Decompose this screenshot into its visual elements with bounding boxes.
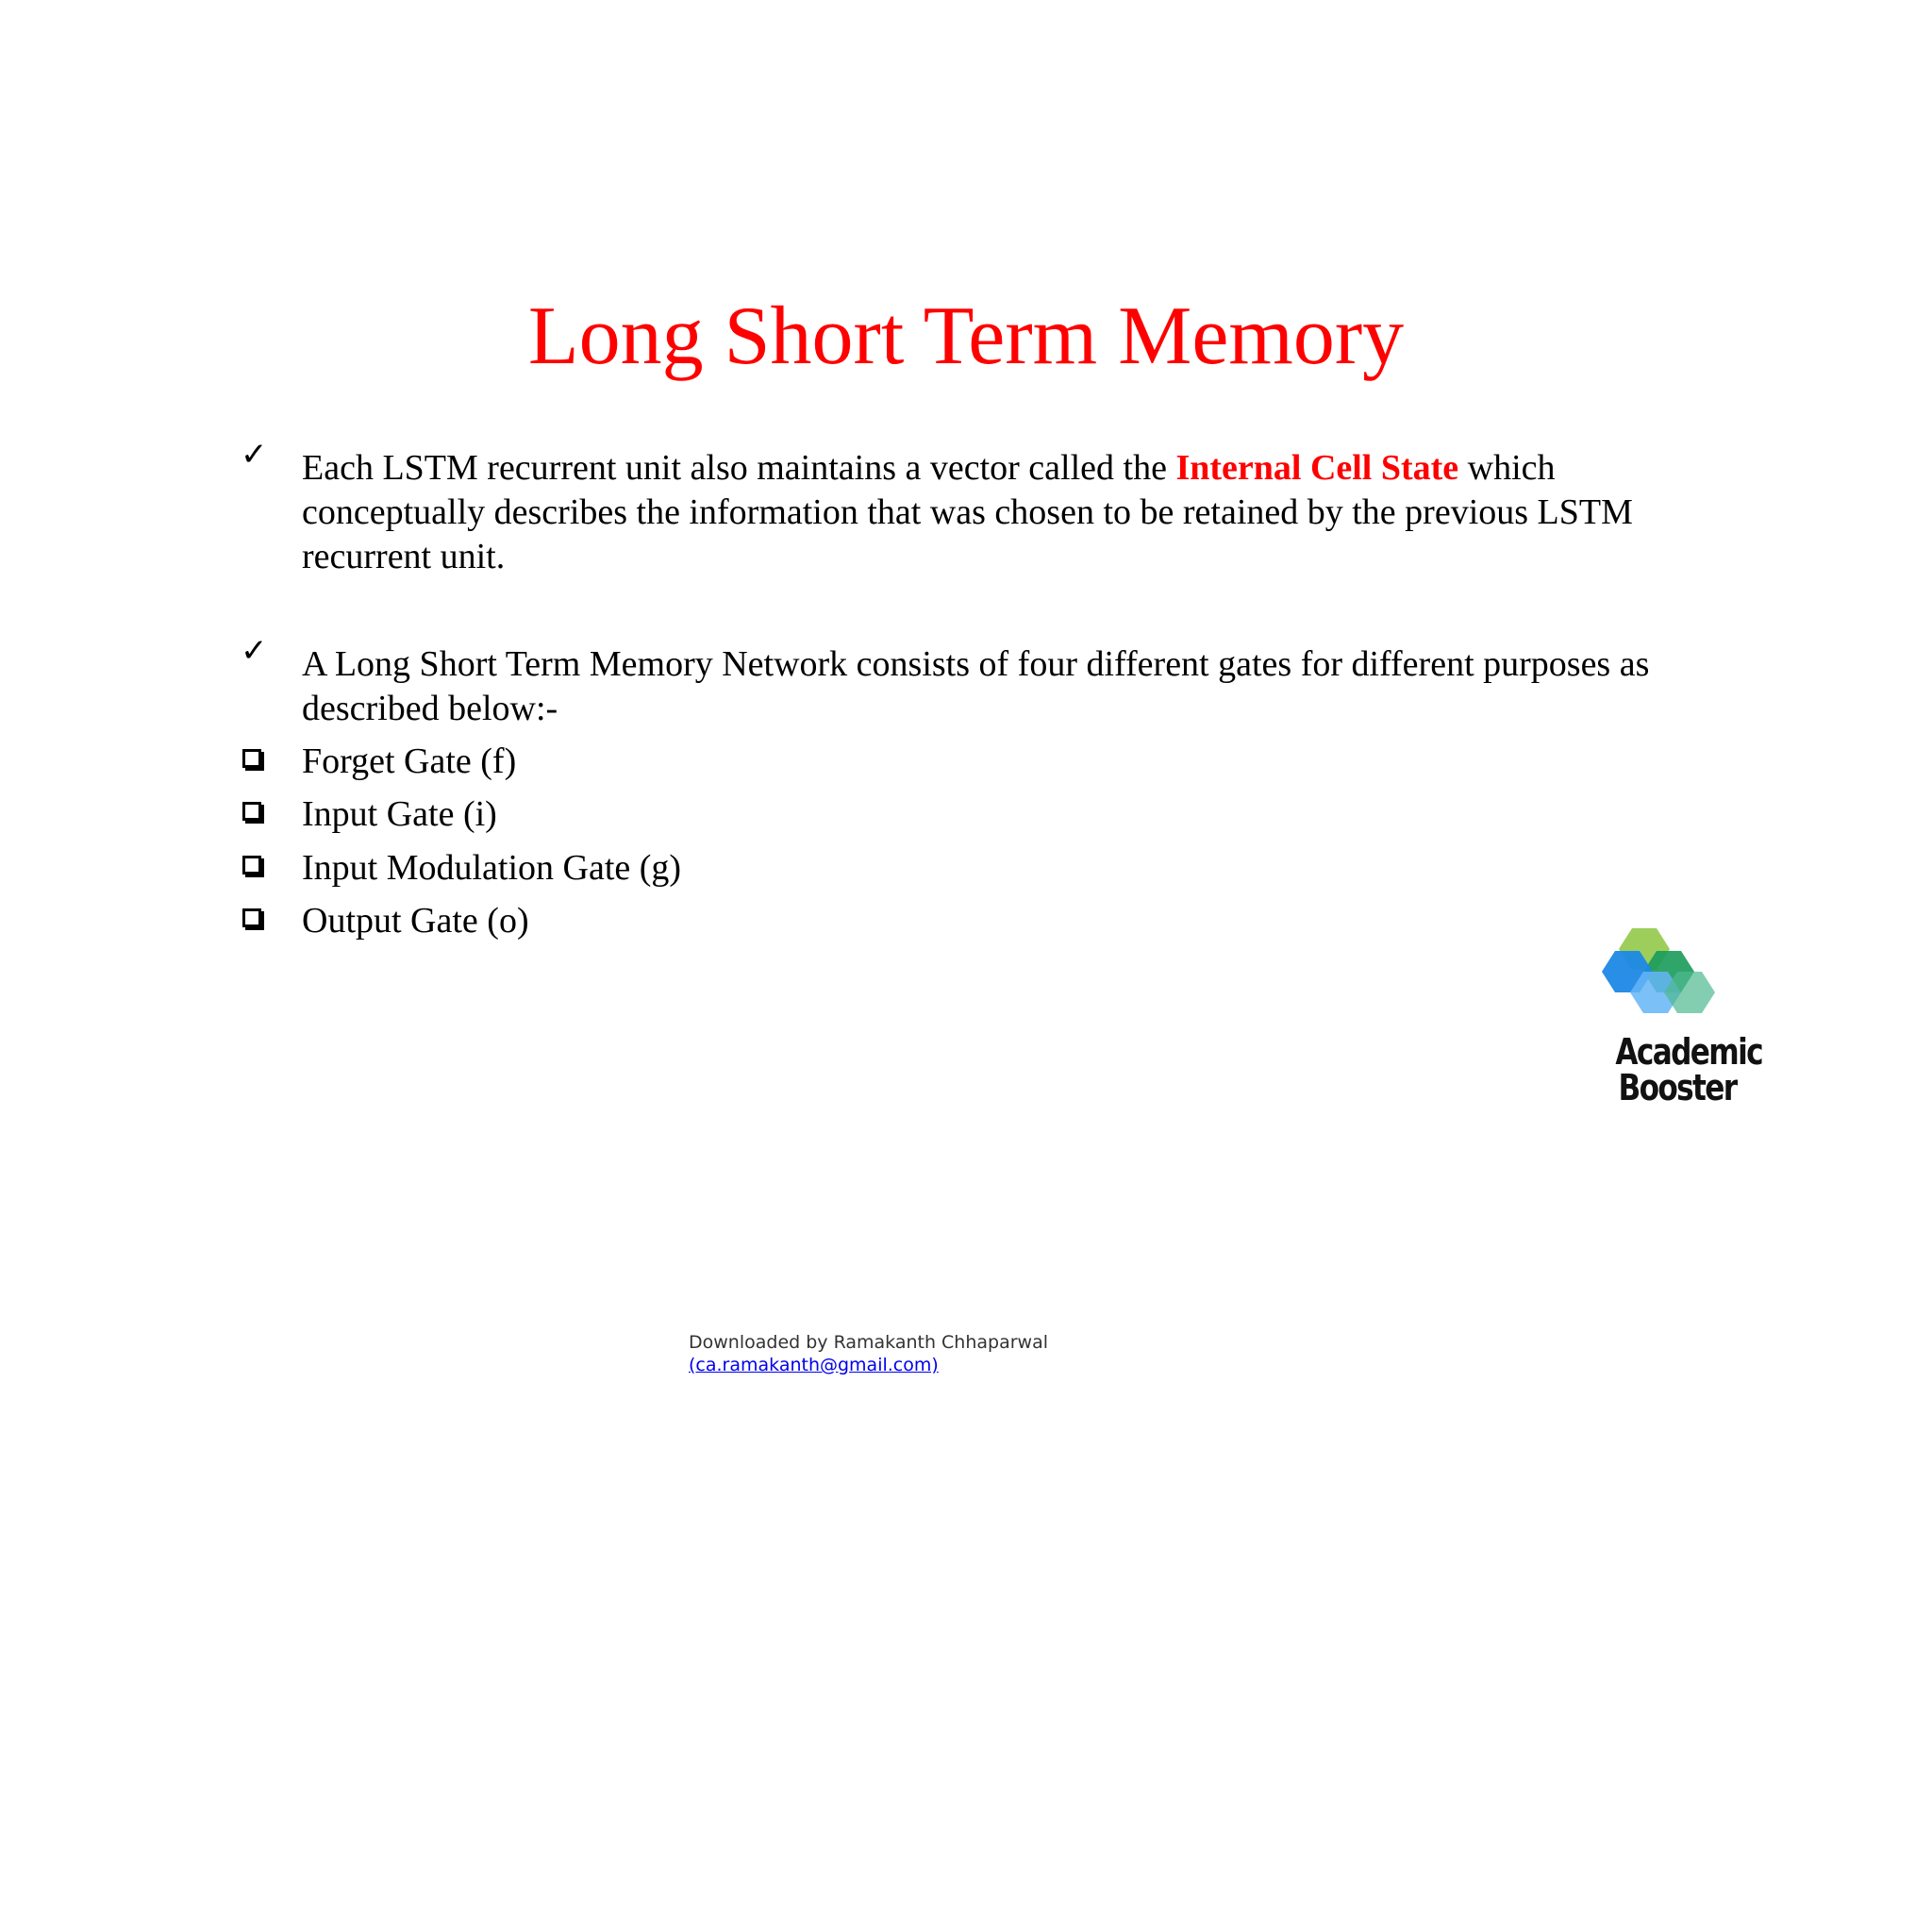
- bullet-1-line-2-text: conceptually describes the information that was chosen to be retained by the previous LSTM: [302, 492, 1633, 532]
- bullet-2-line-2-text: described below:-: [302, 689, 558, 728]
- checkbox-square-icon: [242, 802, 261, 821]
- checkbox-square-icon: [242, 908, 261, 927]
- hexagon-logo-icon: [1602, 928, 1753, 1032]
- checkbox-square-icon: [242, 856, 261, 874]
- download-footer: [689, 1331, 1048, 1376]
- check-mark-icon: ✓: [241, 632, 268, 670]
- bullet-four-gates: [241, 632, 1712, 731]
- logo-text-booster: Booster: [1618, 1067, 1737, 1108]
- bullet-internal-cell-state: [241, 436, 1712, 579]
- bullet-line-2: [241, 687, 1712, 731]
- gate-label: Forget Gate (f): [302, 741, 517, 781]
- gate-item-output: [241, 899, 1712, 943]
- gate-row: [241, 899, 1712, 943]
- bullet-line-1: [241, 632, 1712, 687]
- internal-cell-state-highlight: Internal Cell State: [1175, 448, 1459, 488]
- email-link[interactable]: (ca.ramakanth@gmail.com): [689, 1355, 939, 1375]
- gate-row: [241, 846, 1712, 891]
- gate-row: [241, 792, 1712, 837]
- bullet-line-1: [241, 436, 1712, 491]
- downloaded-by-text: Downloaded by Ramakanth Chhaparwal: [689, 1332, 1049, 1353]
- gate-row: [241, 740, 1712, 784]
- bullet-line-3: [241, 535, 1712, 579]
- gate-item-input: [241, 792, 1712, 837]
- gate-item-forget: [241, 740, 1712, 784]
- bullet-1-text-end: which: [1458, 448, 1556, 488]
- gate-label: Output Gate (o): [302, 901, 529, 941]
- bullet-2-line-1-text: A Long Short Term Memory Network consists of four different gates for different purposes as: [302, 644, 1650, 684]
- bullet-1-line-3-text: recurrent unit.: [302, 537, 506, 576]
- checkbox-square-icon: [242, 749, 261, 768]
- logo-text-academic: Academic: [1615, 1031, 1762, 1073]
- academic-booster-logo: [1602, 928, 1762, 1117]
- check-mark-icon: ✓: [241, 436, 268, 474]
- bullet-line-2: [241, 491, 1712, 535]
- slide-title: Long Short Term Memory: [527, 291, 1405, 382]
- gate-label: Input Gate (i): [302, 794, 497, 834]
- gate-label: Input Modulation Gate (g): [302, 848, 682, 888]
- bullet-1-text-start: Each LSTM recurrent unit also maintains a vector called the: [302, 448, 1176, 488]
- gate-item-input-modulation: [241, 846, 1712, 891]
